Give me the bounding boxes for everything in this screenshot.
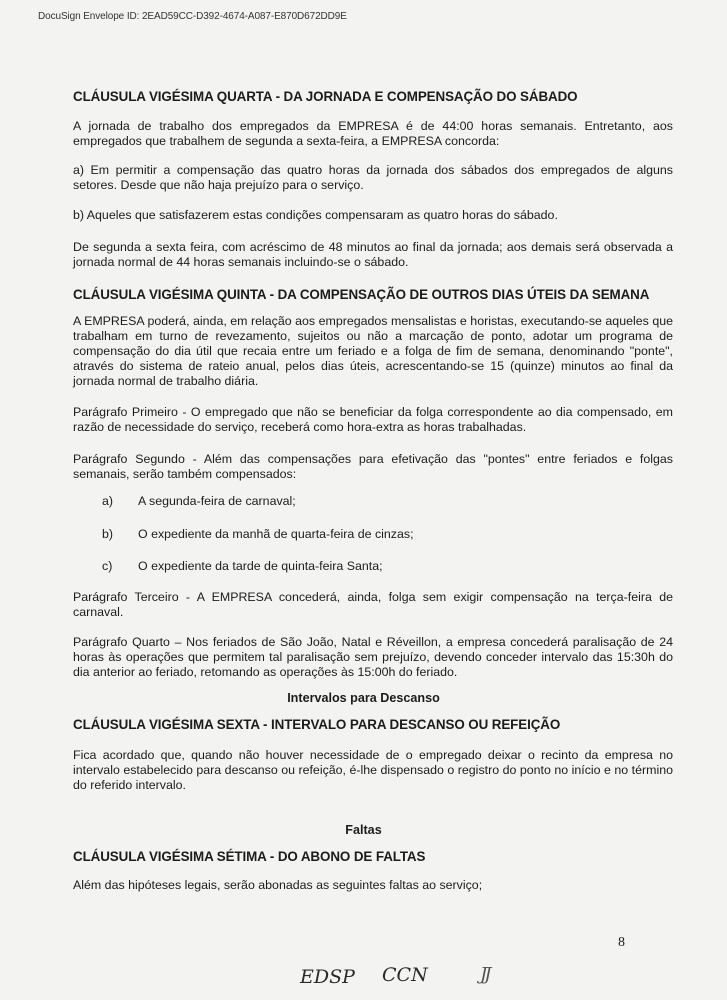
- clause-26-paragraph-1: Fica acordado que, quando não houver necessidade de o empregado deixar o recinto da empresa no intervalo estabelecido para descanso ou refeição, é-lhe dispensado o registro do ponto no início e no término do referido intervalo.: [73, 748, 673, 792]
- clause-25-paragraph-quarto: Parágrafo Quarto – Nos feriados de São João, Natal e Réveillon, a empresa concederá paralisação de 24 horas às operações que permitem tal paralisação sem prejuízo, devendo conceder intervalo das 15:30h do dia anterior ao feriado, retomando as operações às 15:00h do feriado.: [73, 635, 673, 679]
- list-item-marker: c): [102, 559, 113, 573]
- clause-25-paragraph-terceiro: Parágrafo Terceiro - A EMPRESA concederá, ainda, folga sem exigir compensação na terça-feira de carnaval.: [73, 590, 673, 619]
- section-title-faltas: Faltas: [345, 823, 382, 837]
- clause-25-paragraph-1: A EMPRESA poderá, ainda, em relação aos empregados mensalistas e horistas, executando-se aqueles que trabalham em turno de revezamento, sujeitos ou não a marcação de ponto, adotar um programa de compensação do dia útil que recaia entre um feriado e a folga de fim de semana, denominando "ponte", através do sistema de rateio anual, pelos dias úteis, acrescentando-se 15 (quinze) minutos ao final da jornada normal de trabalho diária.: [73, 314, 673, 388]
- initial-ccn: CCN: [382, 964, 428, 986]
- initial-jj: JJ: [480, 964, 489, 985]
- clause-25-paragraph-primeiro: Parágrafo Primeiro - O empregado que não se beneficiar da folga correspondente ao dia compensado, em razão de necessidade do serviço, receberá como hora-extra as horas trabalhadas.: [73, 405, 673, 434]
- clause-24-heading: CLÁUSULA VIGÉSIMA QUARTA - DA JORNADA E COMPENSAÇÃO DO SÁBADO: [73, 89, 578, 104]
- section-title-intervalos: Intervalos para Descanso: [287, 691, 440, 705]
- clause-24-paragraph-1: A jornada de trabalho dos empregados da EMPRESA é de 44:00 horas semanais. Entretanto, aos empregados que trabalhem de segunda a sexta-feira, a EMPRESA concorda:: [73, 119, 673, 148]
- clause-24-item-a: a) Em permitir a compensação das quatro horas da jornada dos sábados dos empregados de alguns setores. Desde que não haja prejuízo para o serviço.: [73, 163, 673, 192]
- initial-edsp: EDSP: [300, 966, 355, 988]
- clause-27-paragraph-1: Além das hipóteses legais, serão abonadas as seguintes faltas ao serviço;: [73, 878, 483, 892]
- list-item-marker: a): [102, 494, 114, 508]
- list-item: [102, 494, 296, 509]
- page-number: 8: [618, 935, 625, 950]
- list-item-marker: b): [102, 527, 114, 541]
- initials-row: [0, 960, 727, 1000]
- list-item-text: O expediente da manhã de quarta-feira de cinzas;: [138, 527, 414, 541]
- list-item: [102, 527, 414, 542]
- clause-26-heading: CLÁUSULA VIGÉSIMA SEXTA - INTERVALO PARA DESCANSO OU REFEIÇÃO: [73, 717, 561, 732]
- docusign-envelope-id: DocuSign Envelope ID: 2EAD59CC-D392-4674-A087-E870D672DD9E: [38, 11, 347, 22]
- clause-24-item-b: b) Aqueles que satisfazerem estas condições compensaram as quatro horas do sábado.: [73, 208, 558, 222]
- list-item-text: O expediente da tarde de quinta-feira Santa;: [138, 559, 383, 573]
- clause-25-paragraph-segundo: Parágrafo Segundo - Além das compensações para efetivação das "pontes" entre feriados e folgas semanais, serão também compensados:: [73, 452, 673, 481]
- clause-24-paragraph-2: De segunda a sexta feira, com acréscimo de 48 minutos ao final da jornada; aos demais será observada a jornada normal de 44 horas semanais incluindo-se o sábado.: [73, 240, 673, 269]
- list-item: [102, 559, 383, 574]
- clause-25-heading: CLÁUSULA VIGÉSIMA QUINTA - DA COMPENSAÇÃO DE OUTROS DIAS ÚTEIS DA SEMANA: [73, 287, 650, 302]
- list-item-text: A segunda-feira de carnaval;: [138, 494, 296, 508]
- clause-27-heading: CLÁUSULA VIGÉSIMA SÉTIMA - DO ABONO DE FALTAS: [73, 849, 426, 864]
